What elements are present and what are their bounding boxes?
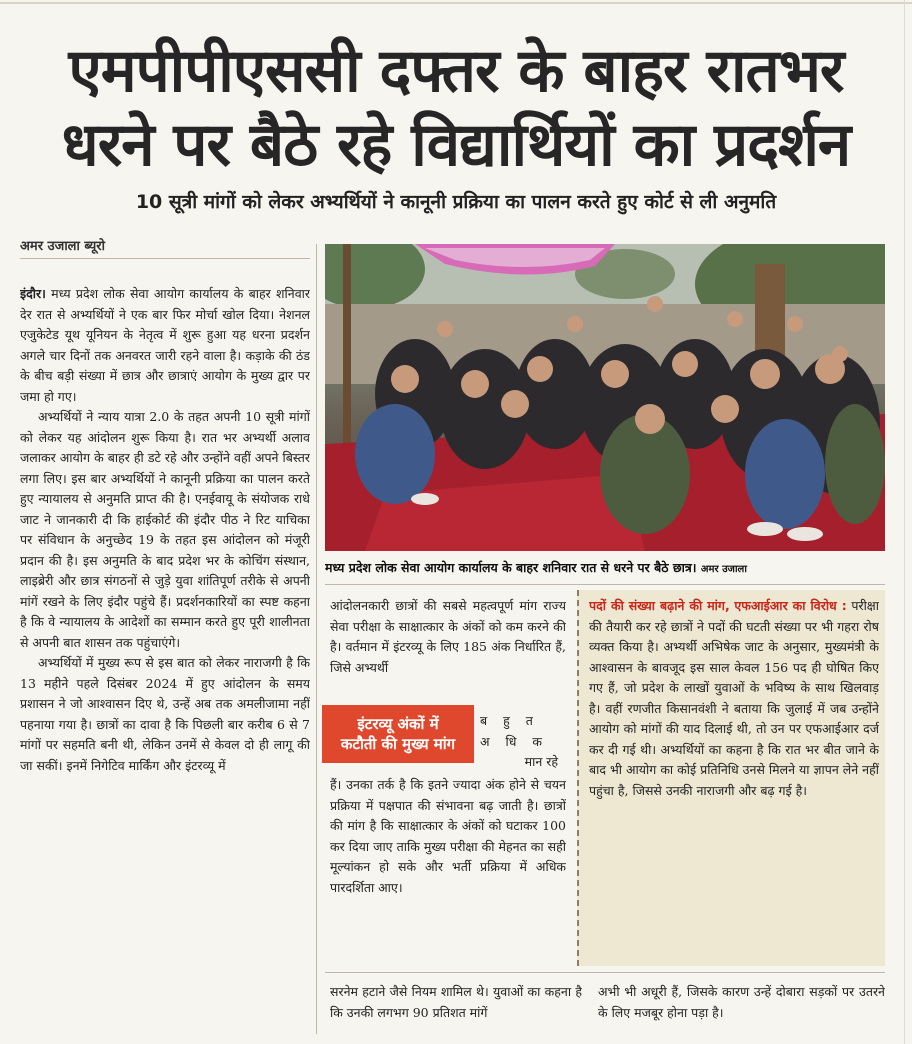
column-2-wrap <box>480 711 568 777</box>
column-1 <box>20 284 310 1026</box>
photo-credit: अमर उजाला <box>700 564 747 575</box>
column-2-top: आंदोलनकारी छात्रों की सबसे महत्वपूर्ण मांग राज्य सेवा परीक्षा के साक्षात्कार के अंकों को कम करने की है। वर्तमान में इंटरव्यू के लिए 185 अंक निर्धारित हैं, जिसे अभ्यर्थी <box>330 598 566 675</box>
sidebar-box <box>577 590 885 966</box>
column-divider-1 <box>316 244 317 1034</box>
right-border <box>904 0 905 1044</box>
column-2-bottom: हैं। उनका तर्क है कि इतने ज्यादा अंक होने से चयन प्रक्रिया में पक्षपात की संभावना बढ़ जाती है। छात्रों की मांग है कि साक्षात्कार के अंकों को घटाकर 100 कर दिया जाए ताकि मुख्य परीक्षा की मेहनत का सही मूल्यांकन हो सके और भर्ती प्रक्रिया में अधिक पारदर्शिता आए। <box>330 777 566 895</box>
sidebar-body: परीक्षा की तैयारी कर रहे छात्रों ने पदों की घटती संख्या पर भी गहरा रोष व्यक्त किया है। अभ्यर्थी अभिषेक जाट के अनुसार, मुख्यमंत्री के आश्वासन के बावजूद इस साल केवल 156 पद ही घोषित किए गए हैं, जो प्रदेश के लाखों युवाओं के भविष्य के साथ खिलवाड़ है। वहीं रणजीत किसानवंशी ने बताया कि जुलाई में जब उन्होंने आयोग को मांगों की याद दिलाई थी, तो उन पर एफआईआर दर्ज कर दी गई थी। अभ्यर्थियों का कहना है कि रात भर बीत जाने के बाद भी आयोग का कोई प्रतिनिधि उनसे मिलने या ज्ञापन लेने नहीं पहुंचा है, जिससे उनकी नाराजगी और बढ़ गई है। <box>589 598 879 798</box>
byline: अमर उजाला ब्यूरो <box>20 239 105 254</box>
column-2-continued: सरनेम हटाने जैसे नियम शामिल थे। युवाओं का कहना है कि उनकी लगभग 90 प्रतिशत मांगें <box>330 984 582 1020</box>
pull-quote-line-1: इंटरव्यू अंकों में <box>357 715 439 733</box>
dateline: इंदौर। <box>20 286 46 301</box>
pull-quote-line-2: कटौती की मुख्य मांग <box>340 735 456 753</box>
paragraph-1-text: मध्य प्रदेश लोक सेवा आयोग कार्यालय के बाहर शनिवार देर रात से अभ्यर्थियों ने एक बार फिर मोर्चा खोल दिया। नेशनल एजुकेटेड यूथ यूनियन के नेतृत्व में शुरू हुआ यह धरना प्रदर्शन अगले चार दिनों तक अनवरत जारी रहने वाला है। कड़ाके की ठंड के बीच बड़ी संख्या में छात्र और छात्राएं आयोग के मुख्य द्वार पर जमा हो गए। <box>20 286 310 404</box>
pull-quote <box>322 705 474 763</box>
sidebar-continued: अभी भी अधूरी हैं, जिसके कारण उन्हें दोबारा सड़कों पर उतरने के लिए मजबूर होना पड़ा है। <box>598 984 885 1020</box>
photo-caption <box>325 554 885 582</box>
bottom-rule <box>325 972 885 973</box>
headline-line-2: धरने पर बैठे रहे विद्यार्थियों का प्रदर्शन <box>61 110 851 180</box>
sidebar-heading-1: पदों की संख्या बढ़ाने की मांग, <box>589 598 730 613</box>
byline-rule <box>20 258 310 259</box>
top-border <box>0 2 912 4</box>
wrap-line-3: मान रहे <box>524 754 558 769</box>
sidebar-heading-2: एफआईआर का विरोध : <box>734 598 847 613</box>
sidebar-text <box>589 596 879 958</box>
headline-line-1: एमपीपीएससी दफ्तर के बाहर रातभर <box>68 36 844 106</box>
paragraph-3: अभ्यर्थियों में मुख्य रूप से इस बात को लेकर नाराजगी है कि 13 महीने पहले दिसंबर 2024 में हुए आंदोलन के समय प्रशासन ने जो आश्वासन दिए थे, उन्हें अब तक अमलीजामा नहीं पहनाया गया है। छात्रों का दावा है कि पिछली बार करीब 6 से 7 मांगों पर सहमति बनी थी, लेकिन उनमें से केवल दो ही लागू की जा सकीं। इनमें निगेटिव मार्किंग और इंटरव्यू में <box>20 655 310 773</box>
wrap-line-2: अ धि क <box>480 733 549 749</box>
subheadline: 10 सूत्री मांगों को लेकर अभ्यर्थियों ने कानूनी प्रक्रिया का पालन करते हुए कोर्ट से ली अनुमति <box>135 191 777 213</box>
photo-caption-text: मध्य प्रदेश लोक सेवा आयोग कार्यालय के बाहर शनिवार रात से धरने पर बैठे छात्र। <box>325 560 697 575</box>
paragraph-1 <box>20 284 310 407</box>
caption-rule <box>325 584 885 585</box>
paragraph-2: अभ्यर्थियों ने न्याय यात्रा 2.0 के तहत अपनी 10 सूत्री मांगों को लेकर यह आंदोलन शुरू किया है। रात भर अभ्यर्थी अलाव जलाकर आयोग के बाहर ही डटे रहे और उन्होंने वहीं अपने बिस्तर लगा लिए। इस बार अभ्यर्थियों ने कानूनी प्रक्रिया का पालन करते हुए न्यायालय से अनुमति प्राप्त की है। एनईवायू के संयोजक राधे जाट ने जानकारी दी कि हाईकोर्ट की इंदौर पीठ ने रिट याचिका पर संविधान के अनुच्छेद 19 के तहत इस आंदोलन को मंजूरी प्रदान की है। इस अनुमति के बाद प्रदेश भर के कोचिंग संस्थान, लाइब्रेरी और छात्र संगठनों से जुड़े युवा शांतिपूर्ण तरीके से अपनी मांगें रखने के लिए इंदौर पहुंचे हैं। प्रदर्शनकारियों का स्पष्ट कहना है कि वे न्यायालय के आदेशों का सम्मान करते हुए पूरी शालीनता से अपनी बात शासन तक पहुंचाएंगे। <box>20 409 310 650</box>
protest-photo <box>325 244 885 551</box>
wrap-line-1: ब हु त <box>480 713 539 728</box>
protest-photo-illustration <box>325 244 885 551</box>
